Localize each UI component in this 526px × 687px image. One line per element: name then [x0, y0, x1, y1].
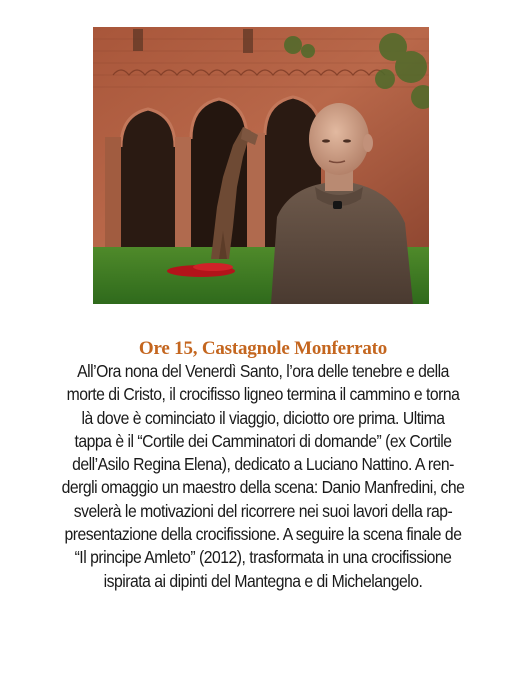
body-line: dell’Asilo Regina Elena), dedicato a Luciano Nattino. A ren-	[72, 454, 454, 475]
article-caption	[14, 338, 512, 593]
body-line: tappa è il “Cortile dei Camminatori di domande” (ex Cortile	[74, 430, 452, 451]
body-line: presentazione della crocifissione. A seguire la scena finale de	[64, 524, 462, 545]
body-line: morte di Cristo, il crocifisso ligneo termina il cammino e torna	[66, 384, 460, 405]
photo-illustration	[93, 27, 429, 304]
photo	[93, 27, 429, 304]
body-line: “Il principe Amleto” (2012), trasformata in una crocifissione	[74, 547, 452, 568]
article-body	[14, 360, 512, 593]
body-line: All’Ora nona del Venerdì Santo, l’ora delle tenebre e della	[77, 361, 449, 381]
article-heading: Ore 15, Castagnole Monferrato	[138, 338, 388, 359]
body-line: svelerà le motivazioni del ricorrere nei suoi lavori della rap-	[73, 500, 453, 521]
body-line: dergli omaggio un maestro della scena: Danio Manfredini, che	[61, 477, 465, 498]
body-line: là dove è cominciato il viaggio, diciotto ore prima. Ultima	[81, 407, 445, 428]
body-line: ispirata ai dipinti del Mantegna e di Michelangelo.	[103, 570, 423, 591]
